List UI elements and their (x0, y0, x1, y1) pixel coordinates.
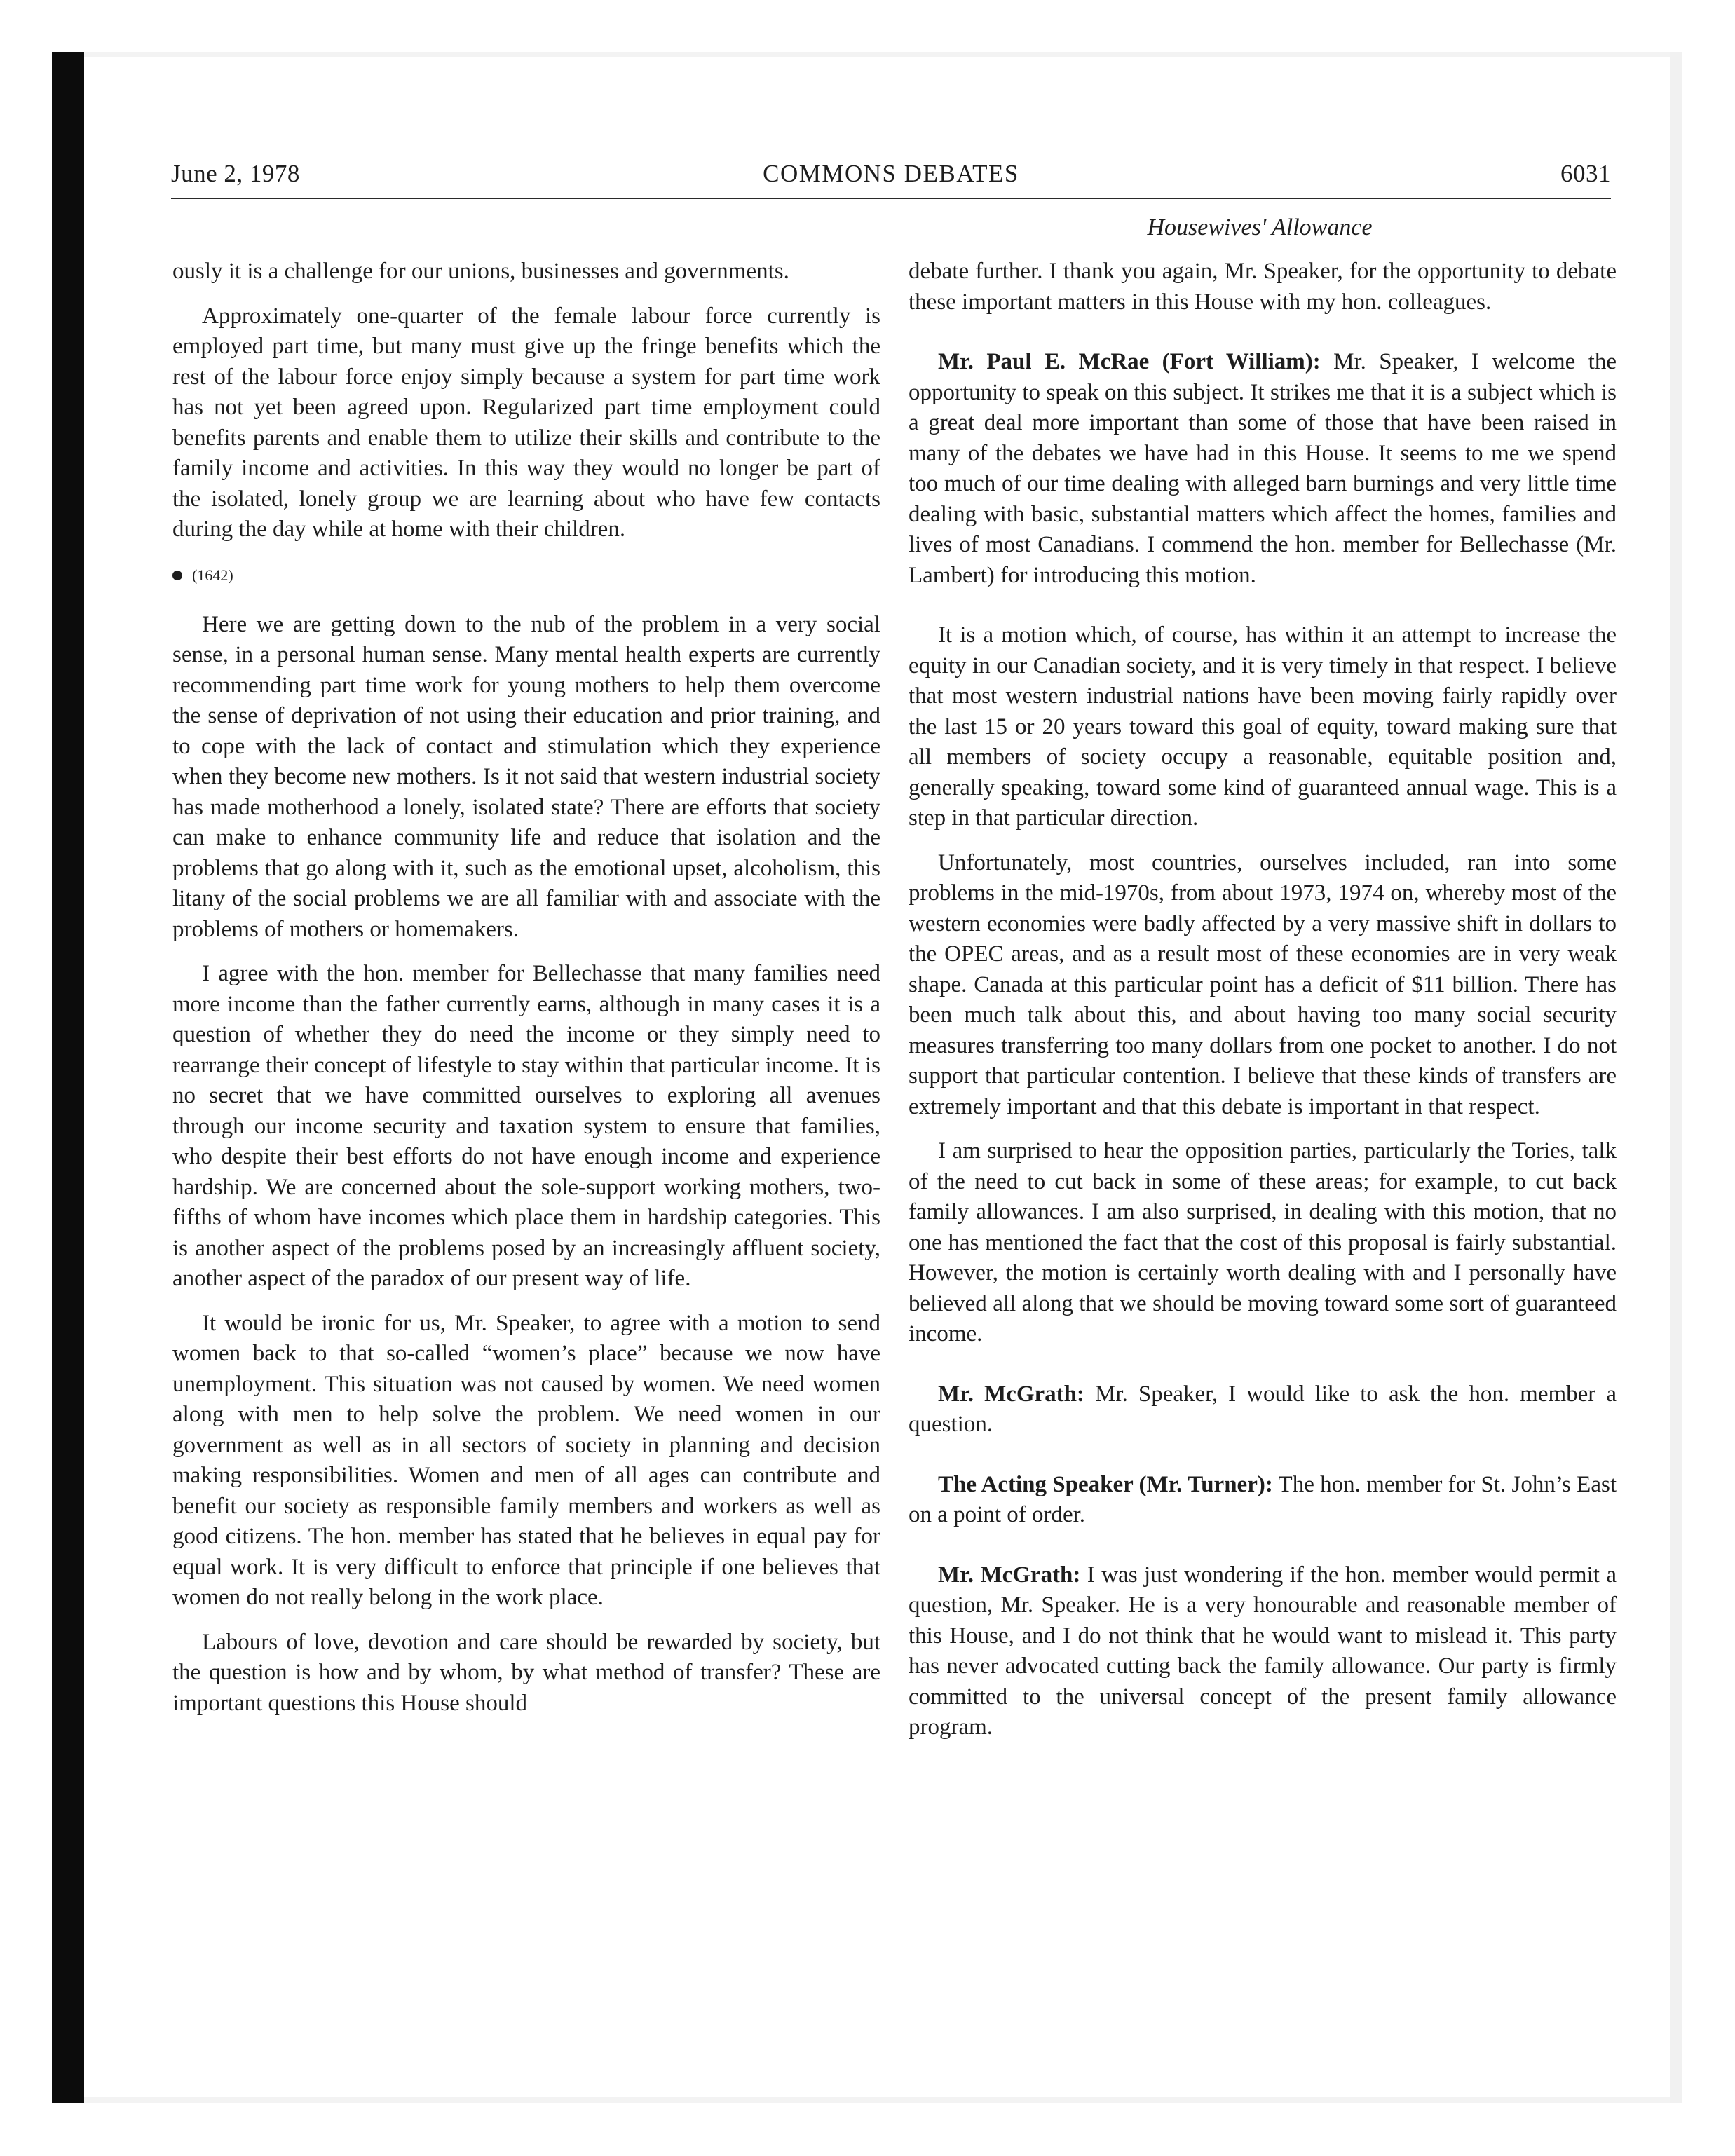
right-column (909, 257, 1617, 1743)
timestamp-marker (172, 565, 880, 586)
header-page-number: 6031 (1560, 160, 1611, 187)
header-title: COMMONS DEBATES (763, 160, 1019, 187)
speech-text: Mr. Speaker, I would like to ask the hon. member a question. (909, 1381, 1617, 1437)
left-column (172, 257, 880, 1719)
timestamp-text: (1642) (192, 566, 233, 584)
paragraph: Here we are getting down to the nub of the problem in a very social sense, in a personal human sense. Many mental health experts are currently recommending part time work for young mothers to help them overcome the sense of deprivation of not using their education and prior training, and to cope with the lack of contact and stimulation which they experience when they become new mothers. Is it not said that western industrial society has made motherhood a lonely, isolated state? There are efforts that society can make to enhance community life and reduce that isolation and the problems that go along with it, such as the emotional upset, alcoholism, this litany of the social problems we are all familiar with and associate with the problems of mothers or homemakers. (172, 611, 880, 942)
paragraph: I agree with the hon. member for Bellechasse that many families need more income than the father currently earns, although in many cases it is a question of whether they do need the income or they simply need to rearrange their concept of lifestyle to stay within that particular income. It is no secret that we have committed ourselves to exploring all avenues through our income security and taxation system to ensure that families, who despite their best efforts do not have enough income and experience hardship. We are concerned about the sole-support working mothers, two-fifths of whom have incomes which place them in hardship categories. This is another aspect of the problems posed by an increasingly affluent society, another aspect of the paradox of our present way of life. (172, 961, 880, 1291)
paragraph: I am surprised to hear the opposition parties, particularly the Tories, talk of the need to cut back in some of these areas; for example, to cut back family allowances. I am also surprised, in dealing with this motion, that no one has mentioned the fact that the cost of this proposal is fairly substantial. However, the motion is certainly worth dealing with and I personally have believed all along that we should be moving toward some sort of guaranteed income. (909, 1138, 1617, 1346)
speech (909, 1379, 1617, 1440)
scan-border-bottom (84, 2097, 1670, 2103)
speaker-name: The Acting Speaker (Mr. Turner): (938, 1471, 1273, 1497)
paragraph: Labours of love, devotion and care should be rewarded by society, but the question is how and by whom, by what method of transfer? These are important questions this House should (172, 1629, 880, 1716)
speech (909, 1560, 1617, 1743)
header-rule (171, 198, 1611, 199)
scan-border-top (84, 52, 1670, 57)
speech-text: The hon. member for St. John’s East on a point of order. (909, 1471, 1617, 1527)
header-date: June 2, 1978 (171, 160, 300, 187)
speaker-name: Mr. McGrath: (938, 1562, 1081, 1588)
speech-text: I was just wondering if the hon. member would permit a question, Mr. Speaker. He is a very honourable and reasonable member of this House, and I do not think that he would want to mislead it. This party has never advocated cutting back the family allowance. Our party is firmly committed to the universal concept of the present family allowance program. (909, 1562, 1617, 1740)
paragraph: debate further. I thank you again, Mr. Speaker, for the opportunity to debate these important matters in this House with my hon. colleagues. (909, 259, 1617, 315)
scan-border-right (1670, 52, 1682, 2103)
speech-text: Mr. Speaker, I welcome the opportunity to speak on this subject. It strikes me that it is a subject which is a great deal more important than some of those that have been raised in many of the debates we have had in this House. It seems to me we spend too much of our time dealing with alleged barn burnings and very little time dealing with basic, substantial matters which affect the homes, families and lives of most Canadians. I commend the hon. member for Bellechasse (Mr. Lambert) for introducing this motion. (909, 349, 1617, 588)
bullet-icon (172, 571, 182, 580)
speaker-name: Mr. McGrath: (938, 1381, 1085, 1407)
speech (909, 1470, 1617, 1531)
paragraph: Unfortunately, most countries, ourselves included, ran into some problems in the mid-1970s, from about 1973, 1974 on, whereby most of the western economies were badly affected by a very massive shift in dollars to the OPEC areas, and as a result most of these economies are in very weak shape. Canada at this particular point has a deficit of $11 billion. There has been much talk about this, and about having too many social security measures transferring too many dollars from one pocket to another. I do not support that particular contention. I believe that these kinds of transfers are extremely important and that this debate is important in that respect. (909, 850, 1617, 1119)
subject-heading: Housewives' Allowance (1147, 214, 1373, 240)
speech (909, 347, 1617, 591)
paragraph: It would be ironic for us, Mr. Speaker, to agree with a motion to send women back to that so-called “women’s place” because we now have unemployment. This situation was not caused by women. We need women along with men to help solve the problem. We need women in our government as well as in all sectors of society in planning and decision making responsibilities. Women and men of all ages can contribute and benefit our society as responsible family members and workers as well as good citizens. The hon. member has stated that he believes in equal pay for equal work. It is very difficult to enforce that principle if one believes that women do not really belong in the work place. (172, 1310, 880, 1610)
page-header (171, 160, 1611, 196)
paragraph: ously it is a challenge for our unions, businesses and governments. (172, 259, 789, 284)
paragraph: Approximately one-quarter of the female labour force currently is employed part time, but many must give up the fringe benefits which the rest of the labour force enjoy simply because a system for part time work has not yet been agreed upon. Regularized part time employment could benefits parents and enable them to utilize their skills and contribute to the family income and activities. In this way they would no longer be part of the isolated, lonely group we are learning about who have few contacts during the day while at home with their children. (172, 303, 880, 542)
scan-border-left (52, 52, 84, 2103)
speaker-name: Mr. Paul E. McRae (Fort William): (938, 349, 1321, 374)
paragraph: It is a motion which, of course, has within it an attempt to increase the equity in our Canadian society, and it is very timely in that respect. I believe that most western industrial nations have been moving fairly rapidly over the last 15 or 20 years toward this goal of equity, toward making sure that all members of society occupy a reasonable, equitable position and, generally speaking, toward some kind of guaranteed annual wage. This is a step in that particular direction. (909, 622, 1617, 831)
